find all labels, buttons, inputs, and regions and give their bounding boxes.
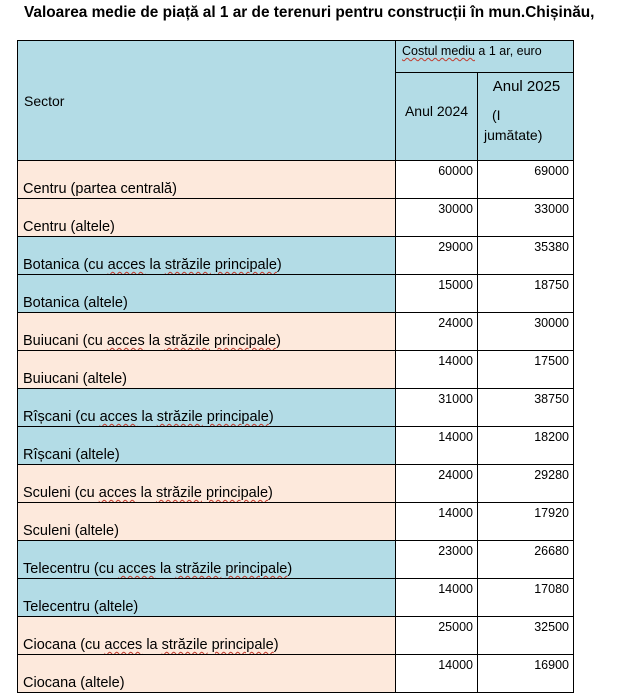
value-2024-cell — [396, 541, 478, 579]
value-2025: 32500 — [534, 620, 569, 634]
sector-name-cell — [18, 617, 396, 655]
value-2024-cell — [396, 275, 478, 313]
value-2024-cell — [396, 617, 478, 655]
value-2025: 16900 — [534, 658, 569, 672]
table-row — [18, 275, 574, 313]
value-2024: 24000 — [438, 468, 473, 482]
sector-name-cell — [18, 389, 396, 427]
value-2024: 31000 — [438, 392, 473, 406]
value-2025-cell — [478, 465, 574, 503]
sector-name: Sculeni (cu acces la străzile principale) — [23, 485, 273, 501]
value-2024-cell — [396, 427, 478, 465]
value-2025-cell — [478, 503, 574, 541]
sector-name: Buiucani (altele) — [23, 371, 127, 387]
value-2024: 14000 — [438, 354, 473, 368]
value-2024: 23000 — [438, 544, 473, 558]
header-cost-suffix: a 1 ar, euro — [474, 44, 542, 58]
sector-name-cell — [18, 465, 396, 503]
sector-name-cell — [18, 541, 396, 579]
value-2024: 14000 — [438, 582, 473, 596]
value-2025: 17920 — [534, 506, 569, 520]
value-2024: 14000 — [438, 506, 473, 520]
header-year-2025 — [478, 73, 574, 161]
value-2025-cell — [478, 313, 574, 351]
value-2025: 38750 — [534, 392, 569, 406]
sector-name-cell — [18, 161, 396, 199]
table-row — [18, 161, 574, 199]
table-row — [18, 503, 574, 541]
price-table — [17, 40, 574, 693]
header-sector — [18, 41, 396, 161]
table-row — [18, 237, 574, 275]
sector-name-cell — [18, 503, 396, 541]
value-2025-cell — [478, 275, 574, 313]
value-2025: 30000 — [534, 316, 569, 330]
value-2025: 69000 — [534, 164, 569, 178]
table-row — [18, 617, 574, 655]
sector-name: Telecentru (altele) — [23, 599, 139, 615]
table-row — [18, 351, 574, 389]
sector-name: Sculeni (altele) — [23, 523, 119, 539]
sector-name-cell — [18, 237, 396, 275]
table-row — [18, 541, 574, 579]
value-2025: 17500 — [534, 354, 569, 368]
value-2025-cell — [478, 655, 574, 693]
value-2025-cell — [478, 199, 574, 237]
sector-name: Centru (partea centrală) — [23, 181, 177, 197]
value-2024-cell — [396, 313, 478, 351]
value-2024-cell — [396, 655, 478, 693]
sector-name: Buiucani (cu acces la străzile principale) — [23, 333, 281, 349]
value-2024: 15000 — [438, 278, 473, 292]
value-2025: 29280 — [534, 468, 569, 482]
header-year-2025-line1: Anul 2025 — [492, 78, 561, 95]
sector-name-cell — [18, 275, 396, 313]
value-2025: 26680 — [534, 544, 569, 558]
value-2024: 14000 — [438, 430, 473, 444]
sector-name: Centru (altele) — [23, 219, 115, 235]
value-2024-cell — [396, 465, 478, 503]
sector-name: Ciocana (altele) — [23, 675, 125, 691]
value-2024: 30000 — [438, 202, 473, 216]
header-year-2025-line3: jumătate) — [484, 127, 543, 143]
value-2024-cell — [396, 199, 478, 237]
sector-name-cell — [18, 655, 396, 693]
header-year-2025-line2: (I — [492, 107, 501, 123]
value-2025-cell — [478, 351, 574, 389]
value-2025: 33000 — [534, 202, 569, 216]
value-2024-cell — [396, 579, 478, 617]
value-2025-cell — [478, 389, 574, 427]
sector-name-cell — [18, 199, 396, 237]
sector-name: Ciocana (cu acces la străzile principale) — [23, 637, 279, 653]
value-2025: 17080 — [534, 582, 569, 596]
sector-name: Rîșcani (altele) — [23, 447, 120, 463]
value-2024-cell — [396, 389, 478, 427]
table-row — [18, 389, 574, 427]
value-2025: 18200 — [534, 430, 569, 444]
sector-name-cell — [18, 313, 396, 351]
table-row — [18, 313, 574, 351]
sector-name-cell — [18, 579, 396, 617]
value-2024: 60000 — [438, 164, 473, 178]
header-cost-prefix: Costul mediu — [402, 44, 475, 58]
value-2024: 29000 — [438, 240, 473, 254]
value-2024-cell — [396, 237, 478, 275]
header-sector-label: Sector — [24, 92, 65, 109]
table-row — [18, 655, 574, 693]
sector-name: Rîșcani (cu acces la străzile principale) — [23, 409, 274, 425]
value-2025-cell — [478, 161, 574, 199]
header-year-2024-label: Anul 2024 — [404, 103, 469, 119]
header-row-1 — [18, 41, 574, 73]
header-cost — [396, 41, 574, 73]
sector-name: Botanica (altele) — [23, 295, 128, 311]
table-row — [18, 579, 574, 617]
sector-name: Telecentru (cu acces la străzile principale) — [23, 561, 293, 577]
value-2024: 14000 — [438, 658, 473, 672]
value-2025-cell — [478, 617, 574, 655]
table-row — [18, 199, 574, 237]
value-2025: 18750 — [534, 278, 569, 292]
value-2024: 24000 — [438, 316, 473, 330]
value-2024-cell — [396, 351, 478, 389]
value-2025-cell — [478, 541, 574, 579]
page-title: Valoarea medie de piață al 1 ar de terenuri pentru construcții în mun.Chișinău, — [24, 4, 595, 21]
sector-name-cell — [18, 427, 396, 465]
value-2024-cell — [396, 161, 478, 199]
value-2025-cell — [478, 427, 574, 465]
value-2025: 35380 — [534, 240, 569, 254]
value-2025-cell — [478, 579, 574, 617]
sector-name-cell — [18, 351, 396, 389]
header-year-2024 — [396, 73, 478, 161]
value-2025-cell — [478, 237, 574, 275]
sector-name: Botanica (cu acces la străzile principale) — [23, 257, 282, 273]
value-2024: 25000 — [438, 620, 473, 634]
table-row — [18, 427, 574, 465]
value-2024-cell — [396, 503, 478, 541]
table-row — [18, 465, 574, 503]
